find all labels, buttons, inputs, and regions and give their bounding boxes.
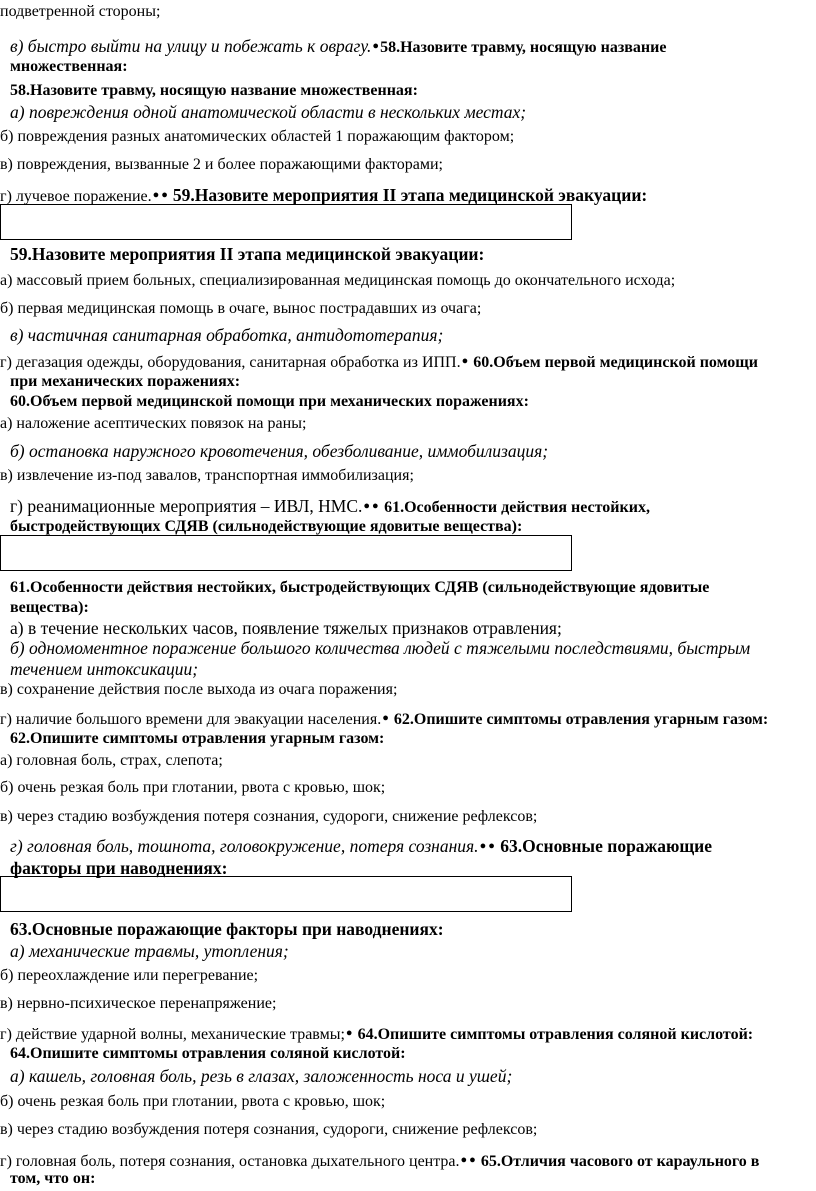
question-title: том, что он: [10, 1170, 96, 1187]
question-title: 59.Назовите мероприятия II этапа медицинской эвакуации: [172, 185, 648, 205]
question-title: 62.Опишите симптомы отравления угарным газом: [10, 730, 385, 747]
question-title: 58.Назовите травму, носящую название множественная: [10, 82, 418, 99]
answer-input-box[interactable] [0, 535, 572, 571]
answer-option: в) нервно-психическое перенапряжение; [0, 995, 277, 1012]
bullet-dot-icon: ● [363, 500, 371, 512]
answer-input-box[interactable] [0, 876, 572, 912]
question-title: быстродействующих СДЯВ (сильнодействующие ядовитые вещества): [10, 518, 523, 535]
answer-option: а) наложение асептических повязок на раны; [0, 415, 307, 432]
question-title: 59.Назовите мероприятия II этапа медицинской эвакуации: [10, 244, 485, 264]
answer-option: в) сохранение действия после выхода из очага поражения; [0, 681, 398, 698]
answer-option: б) первая медицинская помощь в очаге, вынос пострадавших из очага; [0, 300, 482, 317]
answer-option: в) через стадию возбуждения потеря сознания, судороги, снижение рефлексов; [0, 1121, 538, 1138]
bullet-dot-icon: ● [382, 712, 389, 724]
answer-option: в) быстро выйти на улицу и побежать к оврагу.●58.Назовите травму, носящую название [10, 36, 667, 56]
question-title: 64.Опишите симптомы отравления соляной кислотой: [357, 1026, 754, 1043]
answer-option: г) головная боль, тошнота, головокружение, потеря сознания.● ● 63.Основные поражающие [10, 836, 712, 856]
answer-option: а) массовый прием больных, специализированная медицинская помощь до окончательного исхода; [0, 272, 676, 289]
answer-option: в) извлечение из-под завалов, транспортная иммобилизация; [0, 467, 414, 484]
answer-option: б) одномоментное поражение большого количества людей с тяжелыми последствиями, быстрым [10, 638, 751, 658]
answer-option: г) лучевое поражение.● ● 59.Назовите мероприятия II этапа медицинской эвакуации: [0, 185, 648, 205]
bullet-dot-icon: ● [345, 1027, 353, 1039]
question-title: 60.Объем первой медицинской помощи [473, 354, 759, 371]
answer-option: а) повреждения одной анатомической области в нескольких местах; [10, 102, 527, 122]
answer-option: б) очень резкая боль при глотании, рвота с кровью, шок; [0, 1093, 386, 1110]
answer-option: г) головная боль, потеря сознания, остановка дыхательного центра.● ● 65.Отличия часового от караульного в [0, 1150, 759, 1172]
bullet-dot-icon: ● [152, 189, 160, 201]
answer-option: течением интоксикации; [10, 659, 199, 679]
question-title: при механических поражениях: [10, 373, 241, 390]
question-title: факторы при наводнениях: [10, 858, 228, 878]
answer-option: б) переохлаждение или перегревание; [0, 967, 259, 984]
answer-option: а) в течение нескольких часов, появление тяжелых признаков отравления; [10, 618, 562, 638]
bullet-dot-icon: ● [372, 40, 380, 52]
question-title: множественная: [10, 58, 128, 75]
answer-option: б) очень резкая боль при глотании, рвота с кровью, шок; [0, 779, 386, 796]
question-title: вещества): [10, 599, 89, 616]
bullet-dot-icon: ● [488, 840, 495, 852]
question-title: 61.Особенности действия нестойких, быстродействующих СДЯВ (сильнодействующие ядовитые [10, 579, 710, 596]
question-title: 63.Основные поражающие [500, 836, 712, 856]
question-title: 58.Назовите травму, носящую название [380, 39, 667, 56]
answer-input-box[interactable] [0, 204, 572, 240]
answer-option: а) головная боль, страх, слепота; [0, 752, 223, 769]
bullet-dot-icon: ● [372, 500, 379, 512]
answer-option: а) механические травмы, утопления; [10, 941, 289, 961]
answer-option: г) дегазация одежды, оборудования, санитарная обработка из ИПП.● 60.Объем первой медицинской помощи [0, 351, 758, 373]
bullet-dot-icon: ● [469, 1154, 476, 1166]
question-title: 63.Основные поражающие факторы при наводнениях: [10, 919, 444, 939]
question-title: 65.Отличия часового от караульного в [480, 1153, 760, 1170]
answer-option: г) наличие большого времени для эвакуации населения.● 62.Опишите симптомы отравления угарным газом: [0, 708, 768, 730]
answer-option: а) кашель, головная боль, резь в глазах, заложенность носа и ушей; [10, 1066, 513, 1086]
text-line: подветренной стороны; [0, 3, 161, 20]
bullet-dot-icon: ● [460, 1154, 468, 1166]
bullet-dot-icon: ● [479, 840, 487, 852]
answer-option: в) частичная санитарная обработка, антидототерапия; [10, 325, 444, 345]
bullet-dot-icon: ● [161, 189, 168, 201]
answer-option: б) остановка наружного кровотечения, обезболивание, иммобилизация; [10, 441, 549, 461]
answer-option: в) повреждения, вызванные 2 и более поражающими факторами; [0, 156, 443, 173]
answer-option: г) действие ударной волны, механические травмы;● 64.Опишите симптомы отравления соляной кислотой: [0, 1023, 753, 1045]
answer-option: в) через стадию возбуждения потеря сознания, судороги, снижение рефлексов; [0, 808, 538, 825]
answer-option: б) повреждения разных анатомических областей 1 поражающим фактором; [0, 128, 515, 145]
question-title: 60.Объем первой медицинской помощи при механических поражениях: [10, 393, 529, 410]
question-title: 64.Опишите симптомы отравления соляной кислотой: [10, 1045, 406, 1062]
answer-option: г) реанимационные мероприятия – ИВЛ, НМС.● ● 61.Особенности действия нестойких, [10, 496, 650, 516]
bullet-dot-icon: ● [461, 355, 469, 367]
question-title: 61.Особенности действия нестойких, [384, 499, 650, 516]
question-title: 62.Опишите симптомы отравления угарным газом: [393, 711, 769, 728]
